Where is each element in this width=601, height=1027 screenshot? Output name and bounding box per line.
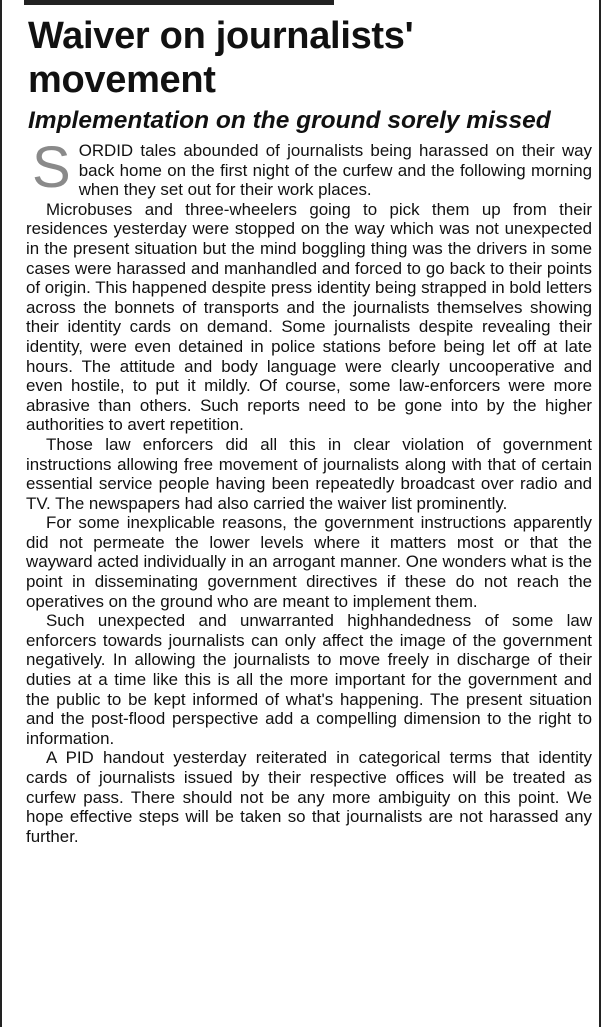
article-body xyxy=(26,135,592,846)
subheadline: Implementation on the ground sorely missed xyxy=(28,107,551,134)
top-cropped-strip xyxy=(24,0,334,5)
drop-cap: S xyxy=(32,135,71,200)
paragraph: Those law enforcers did all this in clear violation of government instructions allowing free movement of journalists along with that of certain essential service people having been repeatedly broadcast over radio and TV. The newspapers had also carried the waiver list prominently. xyxy=(26,434,592,513)
lead-paragraph-text: ORDID tales abounded of journalists being harassed on their way back home on the first night of the curfew and the following morning when they set out for their work places. xyxy=(78,141,592,200)
paragraph: For some inexplicable reasons, the government instructions apparently did not permeate the lower levels where it matters most or that the wayward acted individually in an arrogant manner. One wonders what is the point in disseminating government directives if these do not reach the operatives on the ground who are meant to implement them. xyxy=(26,513,592,611)
headline: Waiver on journalists' movement xyxy=(28,15,414,101)
lead-paragraph xyxy=(26,135,592,200)
paragraph: Microbuses and three-wheelers going to pick them up from their residences yesterday were stopped on the way which was not unexpected in the present situation but the mind boggling thing was the drivers in some cases were harassed and manhandled and forced to go back to their points of origin. This happened despite press identity being strapped in bold letters across the bonnets of transports and the journalists themselves showing their identity cards on demand. Some journalists despite revealing their identity, were even detained in police stations before being let off at late hours. The attitude and body language were clearly uncooperative and even hostile, to put it mildly. Of course, some law-enforcers were more abrasive than others. Such reports need to be gone into by the higher authorities to avert repetition. xyxy=(26,199,592,435)
paragraph: A PID handout yesterday reiterated in categorical terms that identity cards of journalists issued by their respective offices will be treated as curfew pass. There should not be any more ambiguity on this point. We hope effective steps will be taken so that journalists are not harassed any further. xyxy=(26,748,592,846)
paragraph: Such unexpected and unwarranted highhandedness of some law enforcers towards journalists can only affect the image of the government negatively. In allowing the journalists to move freely in discharge of their duties at a time like this is all the more important for the government and the public to be kept informed of what's happening. The present situation and the post-flood perspective add a compelling dimension to the right to information. xyxy=(26,611,592,748)
